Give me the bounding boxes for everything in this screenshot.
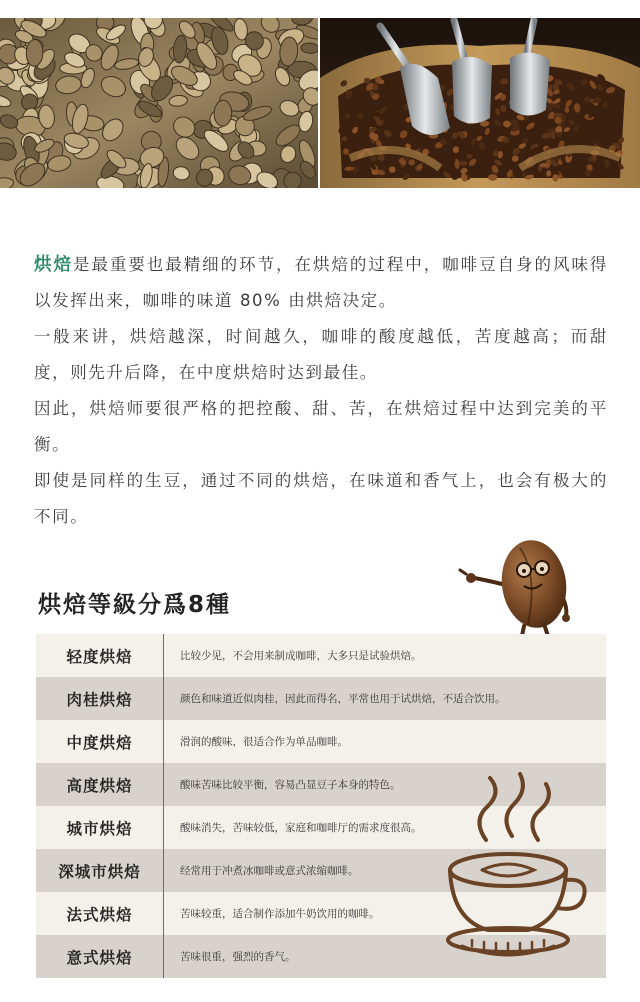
roast-description: 经常用于冲煮冰咖啡或意式浓缩咖啡。 — [180, 865, 359, 877]
intro-paragraph-2: 一般来讲，烘焙越深，时间越久，咖啡的酸度越低，苦度越高；而甜度，则先升后降，在中度烘焙时达到最佳。 — [34, 327, 608, 382]
roast-description: 比较少见，不会用来制成咖啡，大多只是试验烘焙。 — [180, 650, 422, 662]
roast-description: 苦味较重，适合制作添加牛奶饮用的咖啡。 — [180, 908, 380, 920]
roast-description: 酸味苦味比较平衡，容易凸显豆子本身的特色。 — [180, 779, 401, 791]
roast-name: 中度烘焙 — [36, 720, 164, 763]
roast-name: 法式烘焙 — [36, 892, 164, 935]
intro-text — [34, 247, 608, 535]
intro-paragraph-3: 因此，烘焙师要很严格的把控酸、甜、苦，在烘焙过程中达到完美的平衡。 — [34, 399, 608, 454]
intro-paragraph-1: 烘焙是最重要也最精细的环节，在烘焙的过程中，咖啡豆自身的风味得以发挥出来，咖啡的味道 80% 由烘焙决定。 — [34, 255, 609, 310]
roast-name: 深城市烘焙 — [36, 849, 164, 892]
table-row — [36, 634, 606, 677]
table-row — [36, 720, 606, 763]
table-row — [36, 677, 606, 720]
roast-description: 滑润的酸味，很适合作为单品咖啡。 — [180, 736, 348, 748]
roasted-beans-sack-photo — [320, 18, 640, 188]
roast-description: 颜色和味道近似肉桂，因此而得名，平常也用于试烘焙，不适合饮用。 — [180, 693, 506, 705]
photo-strip — [0, 18, 640, 188]
roast-name: 高度烘焙 — [36, 763, 164, 806]
coffee-cup-illustration — [442, 770, 592, 960]
roast-name: 意式烘焙 — [36, 935, 164, 978]
roast-name: 肉桂烘焙 — [36, 677, 164, 720]
roast-name: 城市烘焙 — [36, 806, 164, 849]
roast-description: 酸味消失，苦味较低，家庭和咖啡厅的需求度很高。 — [180, 822, 422, 834]
intro-paragraph-4: 即使是同样的生豆，通过不同的烘焙，在味道和香气上，也会有极大的不同。 — [34, 471, 608, 526]
roast-description: 苦味很重，强烈的香气。 — [180, 951, 296, 963]
green-coffee-beans-photo — [0, 18, 318, 188]
section-title: 烘焙等級分爲8種 — [38, 592, 232, 618]
highlight-term: 烘焙 — [34, 255, 73, 275]
roast-name: 轻度烘焙 — [36, 634, 164, 677]
